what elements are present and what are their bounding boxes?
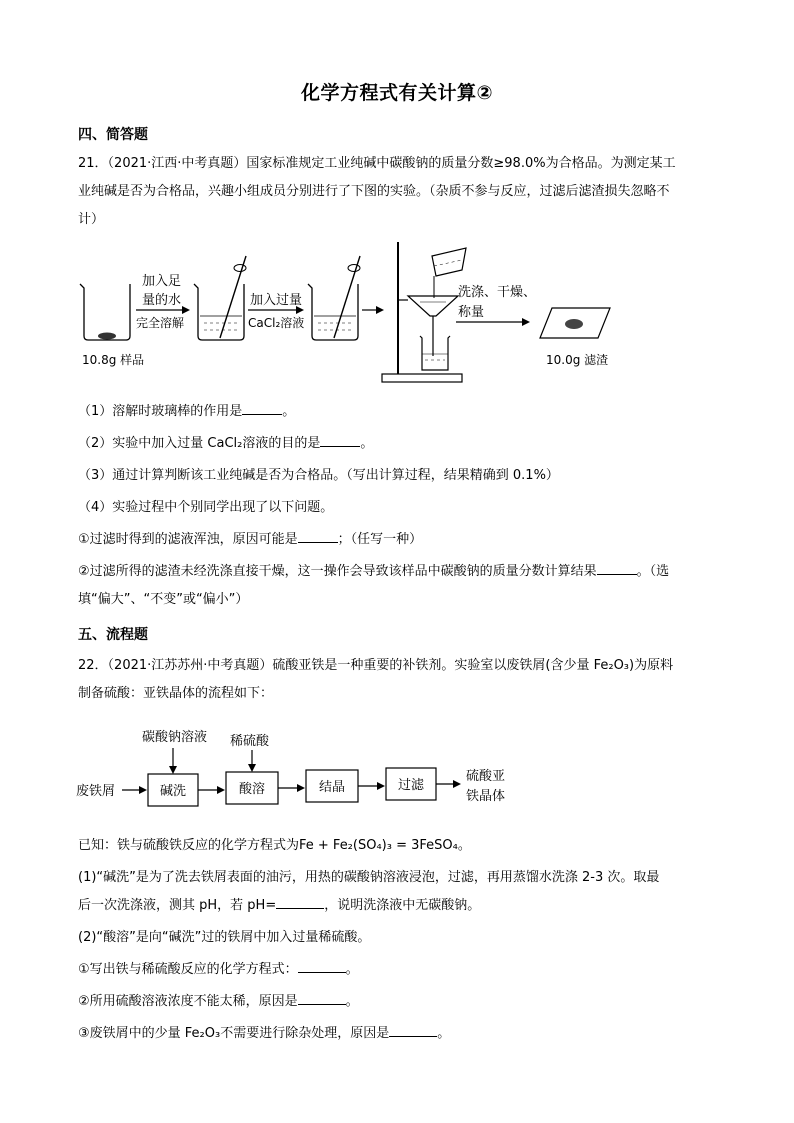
step2-label-line1: 加入过量 [250, 293, 303, 308]
sample-label: 10.8g 样品 [82, 353, 145, 367]
answer-blank [298, 959, 346, 973]
answer-blank [298, 529, 338, 543]
answer-blank [597, 561, 637, 575]
answer-blank [242, 401, 282, 415]
answer-blank [389, 1023, 437, 1037]
q22-part2b: ②所用硫酸溶液浓度不能太稀，原因是 。 [78, 990, 359, 1014]
beaker-sample-icon [80, 284, 130, 340]
answer-blank [276, 895, 324, 909]
flow-box-filter-label: 过滤 [397, 778, 425, 793]
flow-input-label: 废铁屑 [76, 784, 116, 799]
reagent-label-2: 稀硫酸 [230, 734, 270, 749]
residue-label: 10.0g 滤渣 [546, 353, 609, 367]
flow-output-line2: 铁晶体 [466, 789, 506, 804]
flow-box-crystallize-label: 结晶 [318, 780, 346, 795]
experiment-diagram [70, 238, 630, 386]
filtration-stand-icon [382, 242, 466, 382]
q21-part2: （2）实验中加入过量 CaCl₂溶液的目的是 。 [78, 432, 373, 456]
section-heading-short-answer: 四、简答题 [78, 127, 148, 143]
q22-part2a: ①写出铁与稀硫酸反应的化学方程式： 。 [78, 958, 359, 982]
flow-box-alkali-wash-label: 碱洗 [159, 784, 187, 799]
answer-blank [298, 991, 346, 1005]
q22-intro-line1: 22．（2021·江苏苏州·中考真题）硫酸亚铁是一种重要的补铁剂。实验室以废铁屑(含少量 Fe₂O₃)为原料 [78, 658, 674, 673]
step1-label-line2: 量的水 [142, 293, 182, 308]
q21-part4b-line1: ②过滤所得的滤渣未经洗涤直接干燥，这一操作会导致该样品中碳酸钠的质量分数计算结果 。（选 [78, 560, 669, 584]
q21-part3: （3）通过计算判断该工业纯碱是否为合格品。（写出计算过程，结果精确到 0.1%） [78, 468, 559, 483]
step1-label-line3: 完全溶解 [136, 316, 185, 330]
step3-label-line1: 洗涤、干燥、 [458, 285, 537, 300]
q21-part4a: ①过滤时得到的滤液浑浊，原因可能是 ；（任写一种） [78, 528, 422, 552]
q22-part1-line2: 后一次洗涤液，测其 pH，若 pH= ，说明洗涤液中无碳酸钠。 [78, 894, 480, 918]
step3-label-line2: 称量 [458, 305, 485, 320]
q22-known: 已知：铁与硫酸铁反应的化学方程式为Fe + Fe₂(SO₄)₃ = 3FeSO₄。 [78, 838, 471, 853]
q21-intro-line2: 业纯碱是否为合格品，兴趣小组成员分别进行了下图的实验。（杂质不参与反应，过滤后滤渣损失忽略不 [78, 184, 670, 199]
q22-part2c: ③废铁屑中的少量 Fe₂O₃不需要进行除杂处理，原因是 。 [78, 1022, 450, 1046]
step1-label-line1: 加入足 [142, 274, 182, 289]
beaker-reaction-icon [308, 256, 360, 340]
q21-part1: （1）溶解时玻璃棒的作用是 。 [78, 400, 295, 424]
filter-paper-residue-icon [540, 308, 610, 338]
flow-box-acid-dissolve-label: 酸溶 [238, 782, 266, 797]
section-heading-flow: 五、流程题 [78, 627, 148, 643]
q21-part4: （4）实验过程中个别同学出现了以下问题。 [78, 500, 334, 515]
q22-intro-line2: 制备硫酸：亚铁晶体的流程如下： [78, 686, 274, 701]
reagent-label-1: 碳酸钠溶液 [142, 730, 208, 745]
q22-part2: (2)“酸溶”是向“碱洗”过的铁屑中加入过量稀硫酸。 [78, 930, 371, 945]
answer-blank [320, 433, 360, 447]
step2-label-line2: CaCl₂溶液 [248, 316, 305, 330]
q22-part1-line1: (1)“碱洗”是为了洗去铁屑表面的油污，用热的碳酸钠溶液浸泡，过滤，再用蒸馏水洗涤 2-3 次。取最 [78, 870, 660, 885]
page-title: 化学方程式有关计算② [300, 82, 494, 104]
flow-output-line1: 硫酸亚 [466, 769, 506, 784]
q21-intro-line1: 21．（2021·江西·中考真题）国家标准规定工业纯碱中碳酸钠的质量分数≥98.0%为合格品。为测定某工 [78, 156, 676, 171]
q21-part4b-line2: 填“偏大”、“不变”或“偏小”） [78, 592, 249, 607]
q21-intro-line3: 计） [78, 212, 105, 227]
process-flow-diagram [70, 724, 530, 820]
beaker-dissolving-icon [194, 256, 246, 340]
